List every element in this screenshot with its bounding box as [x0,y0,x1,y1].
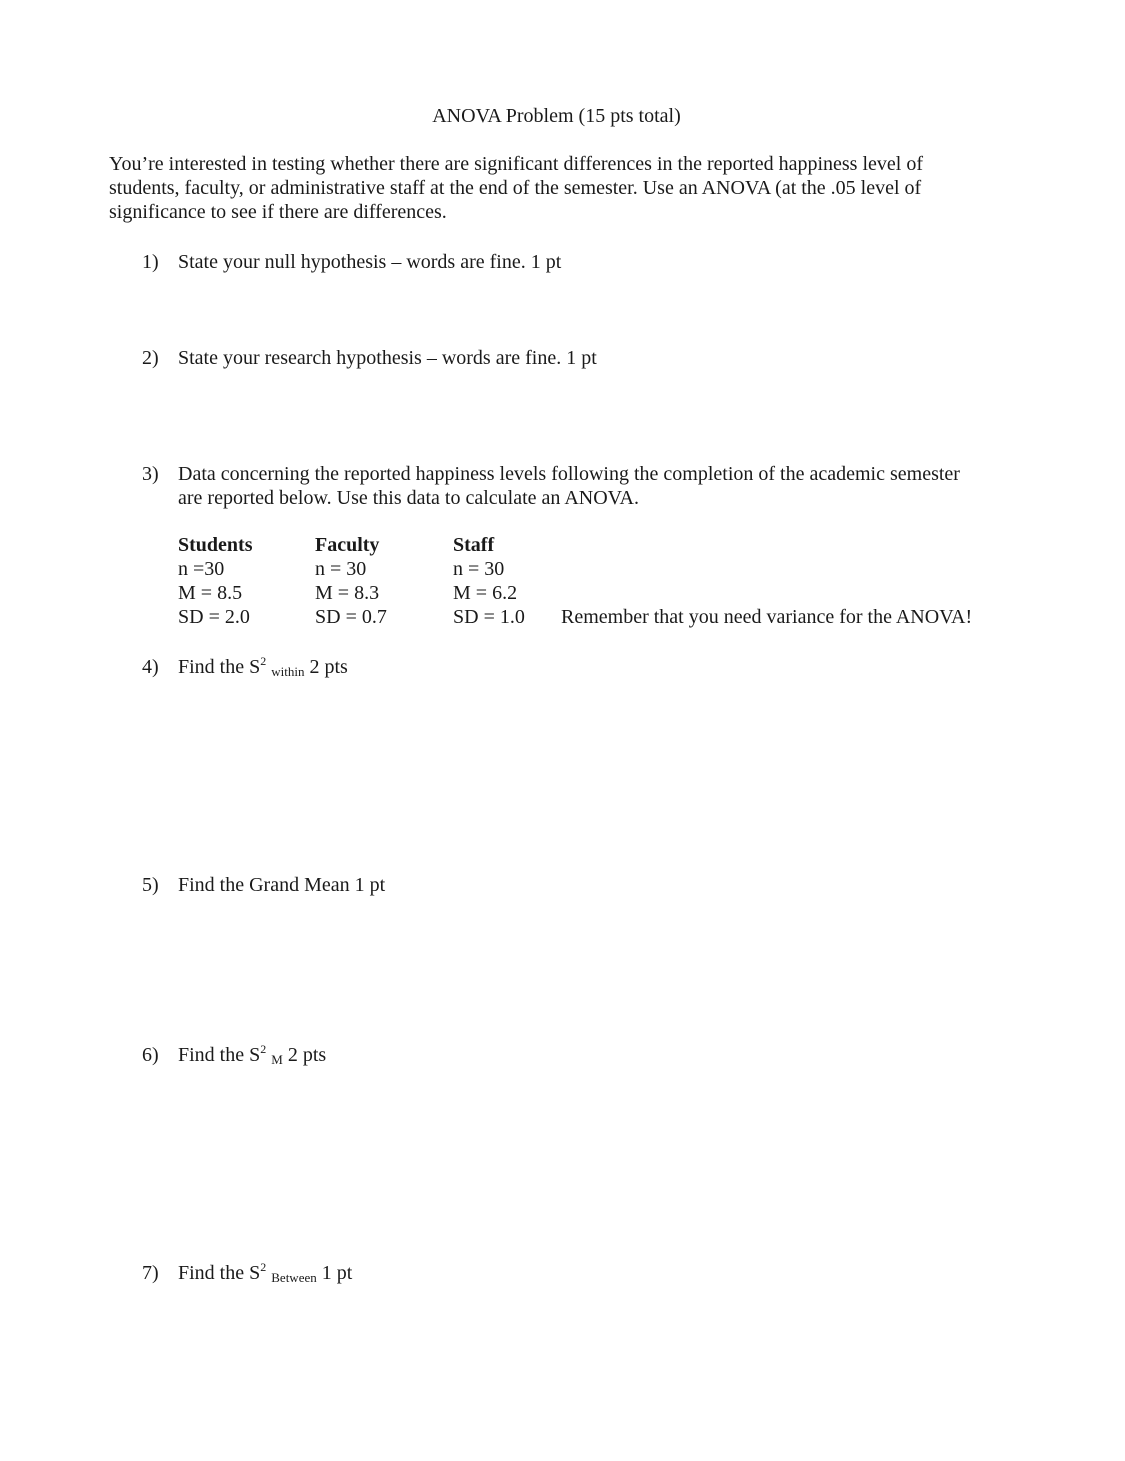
sd-value: SD = 0.7 [315,606,387,628]
intro-line-2: students, faculty, or administrative staff at the end of the semester. Use an ANOVA (at the .05 level of [109,177,922,199]
intro-paragraph [109,152,1009,224]
question-text [178,462,1012,510]
points-label: 2 pts [309,656,348,678]
question-number: 1) [142,251,159,273]
question-text [178,1261,1012,1290]
mean-value: M = 8.5 [178,582,243,604]
column-header: Staff [453,534,495,556]
subscript: Between [271,1270,317,1285]
question-text-prefix: Find the S [178,1044,261,1066]
question-number: 6) [142,1044,159,1066]
students-column [178,533,252,629]
mean-value: M = 6.2 [453,582,518,604]
question-text-prefix: Find the S [178,656,261,678]
sd-value: SD = 1.0 [453,606,525,628]
points-label: 2 pts [287,1044,327,1066]
variance-reminder: Remember that you need variance for the ANOVA! [561,606,973,628]
question-number: 5) [142,874,159,896]
question-text [178,655,1012,684]
question-number: 7) [142,1262,159,1284]
intro-line-3: significance to see if there are differences. [109,201,447,223]
faculty-column [315,533,387,629]
sample-size: n = 30 [453,558,505,580]
question-number: 3) [142,463,159,485]
question-number: 4) [142,656,159,678]
mean-value: M = 8.3 [315,582,380,604]
question-text: State your null hypothesis – words are fine. 1 pt [178,251,562,273]
subscript: M [271,1052,283,1067]
question-text-prefix: Find the S [178,1262,261,1284]
question-number: 2) [142,347,159,369]
question-text [178,1043,1012,1072]
points-label: 1 pt [321,1262,353,1284]
column-header: Faculty [315,534,380,556]
question-text-line-1: Data concerning the reported happiness levels following the completion of the academic semester [178,463,960,485]
sd-value: SD = 2.0 [178,606,250,628]
question-text: Find the Grand Mean 1 pt [178,874,386,896]
superscript: 2 [260,654,267,668]
question-text: State your research hypothesis – words are fine. 1 pt [178,347,597,369]
superscript: 2 [260,1042,267,1056]
question-text-line-2: are reported below. Use this data to calculate an ANOVA. [178,487,639,509]
intro-line-1: You’re interested in testing whether there are significant differences in the reported happiness level of [109,153,923,175]
sample-size: n =30 [178,558,225,580]
subscript: within [271,664,305,679]
column-header: Students [178,534,253,556]
sample-size: n = 30 [315,558,367,580]
superscript: 2 [260,1260,267,1274]
page-title: ANOVA Problem (15 pts total) [432,105,681,127]
staff-column [453,533,525,629]
